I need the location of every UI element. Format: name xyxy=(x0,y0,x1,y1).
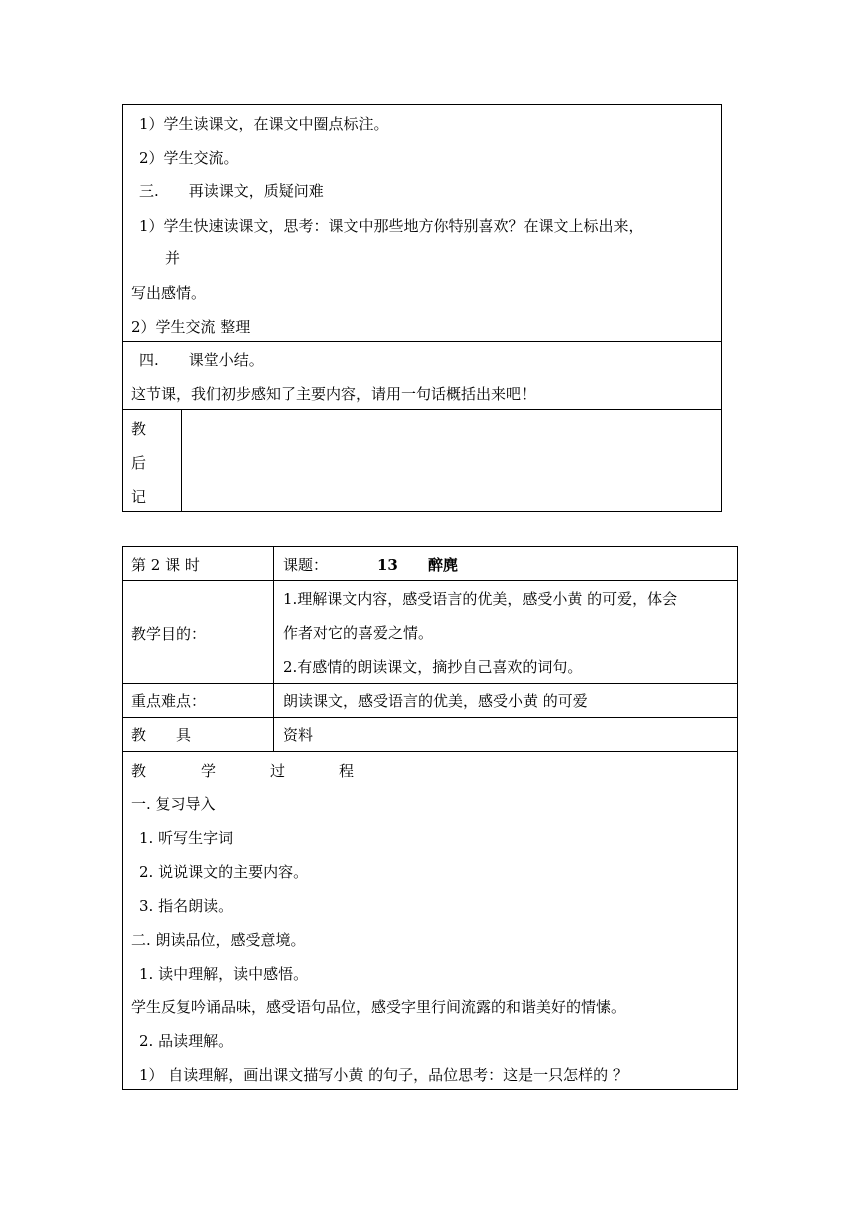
tools-value: 资料 xyxy=(283,726,314,744)
column-divider xyxy=(181,409,182,512)
process-line: 1） 自读理解，画出课文描写小黄 的句子，品位思考：这是一只怎样的 ？ xyxy=(139,1066,628,1084)
process-heading-char: 学 xyxy=(201,762,217,780)
row-divider xyxy=(122,341,722,342)
notes-label-char: 后 xyxy=(131,454,147,472)
process-line: 学生反复吟诵品味，感受语句品位，感受字里行间流露的和谐美好的情愫。 xyxy=(131,998,627,1016)
process-line: 1. 读中理解，读中感悟。 xyxy=(139,965,309,983)
text-line: 这节课，我们初步感知了主要内容，请用一句话概括出来吧！ xyxy=(131,385,537,403)
goal-line: 1.理解课文内容，感受语言的优美，感受小黄 的可爱，体会 xyxy=(283,590,678,608)
process-line: 1. 听写生字词 xyxy=(139,829,234,847)
text-line: 1）学生快速读课文，思考：课文中那些地方你特别喜欢？在课文上标出来， xyxy=(139,217,644,235)
row-divider xyxy=(122,409,722,410)
key-points-label: 重点难点： xyxy=(131,692,207,710)
section-heading: 四. 课堂小结。 xyxy=(139,351,264,369)
text-line: 2）学生交流。 xyxy=(139,149,239,167)
row-divider xyxy=(122,683,738,684)
process-heading-char: 程 xyxy=(339,762,355,780)
topic-label: 课题： xyxy=(283,556,329,574)
section-heading: 三. 再读课文，质疑问难 xyxy=(139,182,324,200)
topic-title: 醉麂 xyxy=(428,556,459,574)
process-heading-char: 教 xyxy=(131,762,147,780)
text-line: 2）学生交流 整理 xyxy=(131,318,251,336)
process-line: 2. 说说课文的主要内容。 xyxy=(139,863,309,881)
column-divider xyxy=(273,546,274,751)
process-line: 二. 朗读品位，感受意境。 xyxy=(131,931,306,949)
goals-label: 教学目的： xyxy=(131,625,207,643)
tools-label: 教 具 xyxy=(131,726,192,744)
goal-line: 2.有感情的朗读课文，摘抄自己喜欢的词句。 xyxy=(283,658,583,676)
topic-number: 13 xyxy=(377,556,398,574)
session-label: 第 2 课 时 xyxy=(131,556,200,574)
process-line: 2. 品读理解。 xyxy=(139,1032,234,1050)
text-line: 1）学生读课文，在课文中圈点标注。 xyxy=(139,115,389,133)
row-divider xyxy=(122,751,738,752)
row-divider xyxy=(122,717,738,718)
process-heading-char: 过 xyxy=(270,762,286,780)
text-line: 写出感情。 xyxy=(131,284,207,302)
key-points-value: 朗读课文，感受语言的优美，感受小黄 的可爱 xyxy=(283,692,588,710)
row-divider xyxy=(122,580,738,581)
text-line: 并 xyxy=(165,249,181,267)
process-line: 一. 复习导入 xyxy=(131,795,216,813)
process-line: 3. 指名朗读。 xyxy=(139,897,234,915)
goal-line: 作者对它的喜爱之情。 xyxy=(283,624,434,642)
notes-label-char: 教 xyxy=(131,420,147,438)
notes-label-char: 记 xyxy=(131,488,147,506)
